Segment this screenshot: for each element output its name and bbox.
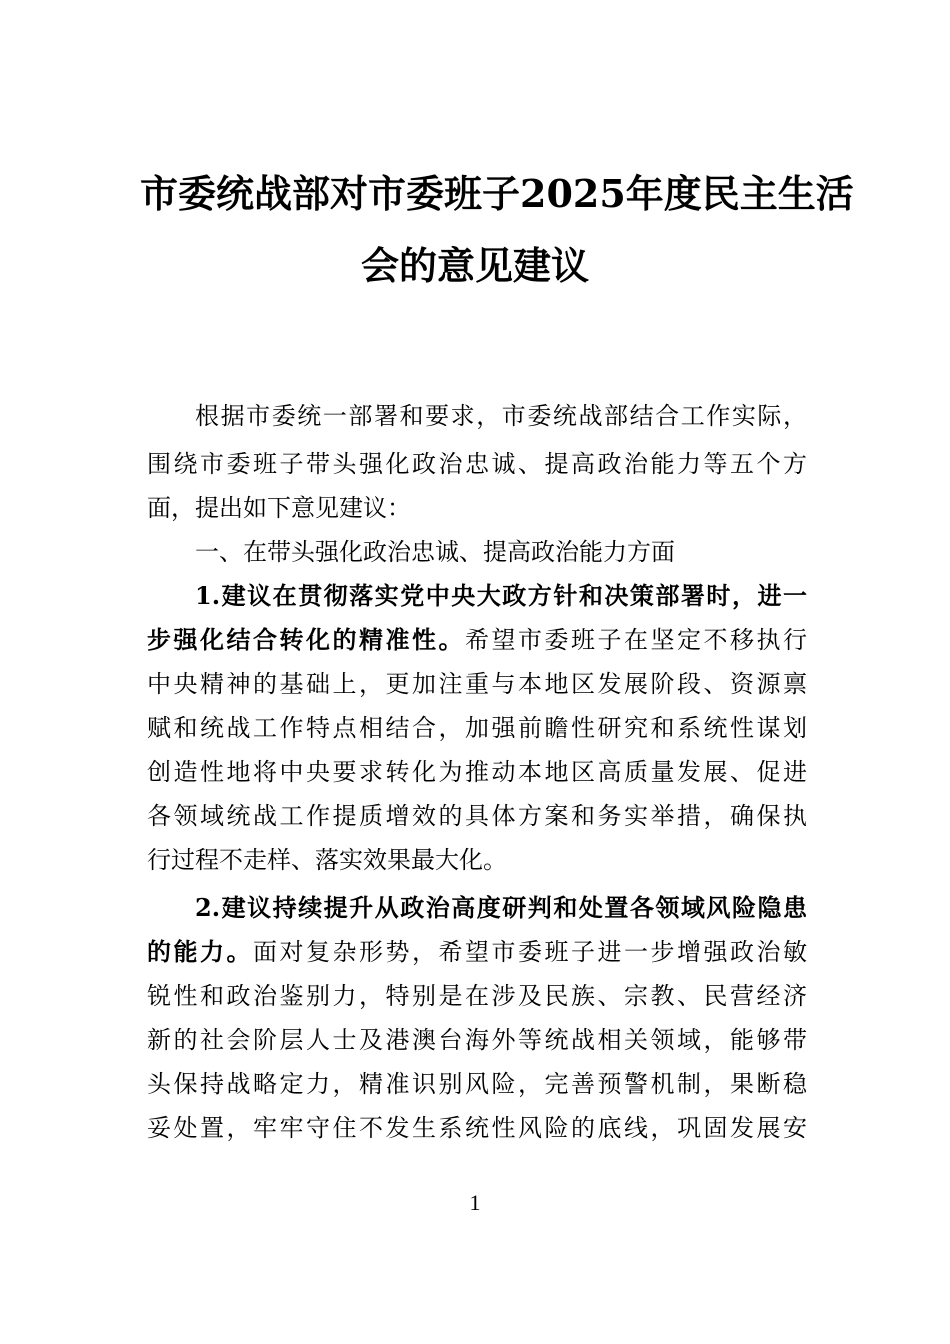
item-1-text-line-2: 希望市委班子在坚定不移执行: [465, 626, 807, 654]
intro-line-1: 根据市委统一部署和要求，市委统战部结合工作实际，: [195, 402, 807, 430]
section-1-heading: 一、在带头强化政治忠诚、提高政治能力方面: [195, 538, 675, 566]
item-2-line-2: [147, 937, 807, 966]
item-2-line-5: 头保持战略定力，精准识别风险，完善预警机制，果断稳: [147, 1070, 807, 1098]
item-1-bold-line-2: 步强化结合转化的精准性。: [147, 625, 465, 654]
intro-line-2: 围绕市委班子带头强化政治忠诚、提高政治能力等五个方: [147, 450, 807, 478]
item-1-line-6: 各领域统战工作提质增效的具体方案和务实举措，确保执: [147, 802, 807, 830]
item-1-line-4: 赋和统战工作特点相结合，加强前瞻性研究和系统性谋划: [147, 714, 807, 742]
item-2-line-6: 妥处置，牢牢守住不发生系统性风险的底线，巩固发展安: [147, 1114, 807, 1142]
item-1-bold-line-1: 1.建议在贯彻落实党中央大政方针和决策部署时，进一: [195, 581, 807, 610]
document-title-line-1: 市委统战部对市委班子2025年度民主生活: [140, 171, 854, 216]
item-2-bold-line-1: 2.建议持续提升从政治高度研判和处置各领域风险隐患: [195, 893, 807, 922]
item-2-text-line-2: 面对复杂形势，希望市委班子进一步增强政治敏: [253, 938, 807, 966]
page-number: 1: [469, 1190, 481, 1215]
intro-line-3: 面，提出如下意见建议：: [147, 494, 411, 522]
item-2-line-3: 锐性和政治鉴别力，特别是在涉及民族、宗教、民营经济: [147, 982, 807, 1010]
item-2-bold-line-2: 的能力。: [147, 937, 253, 966]
item-2-line-4: 新的社会阶层人士及港澳台海外等统战相关领域，能够带: [147, 1026, 807, 1054]
document-title-line-2: 会的意见建议: [360, 243, 589, 288]
item-1-line-5: 创造性地将中央要求转化为推动本地区高质量发展、促进: [147, 758, 807, 786]
item-1-line-3: 中央精神的基础上，更加注重与本地区发展阶段、资源禀: [147, 670, 807, 698]
item-1-line-7: 行过程不走样、落实效果最大化。: [147, 846, 507, 874]
item-1-line-2: [147, 625, 807, 654]
